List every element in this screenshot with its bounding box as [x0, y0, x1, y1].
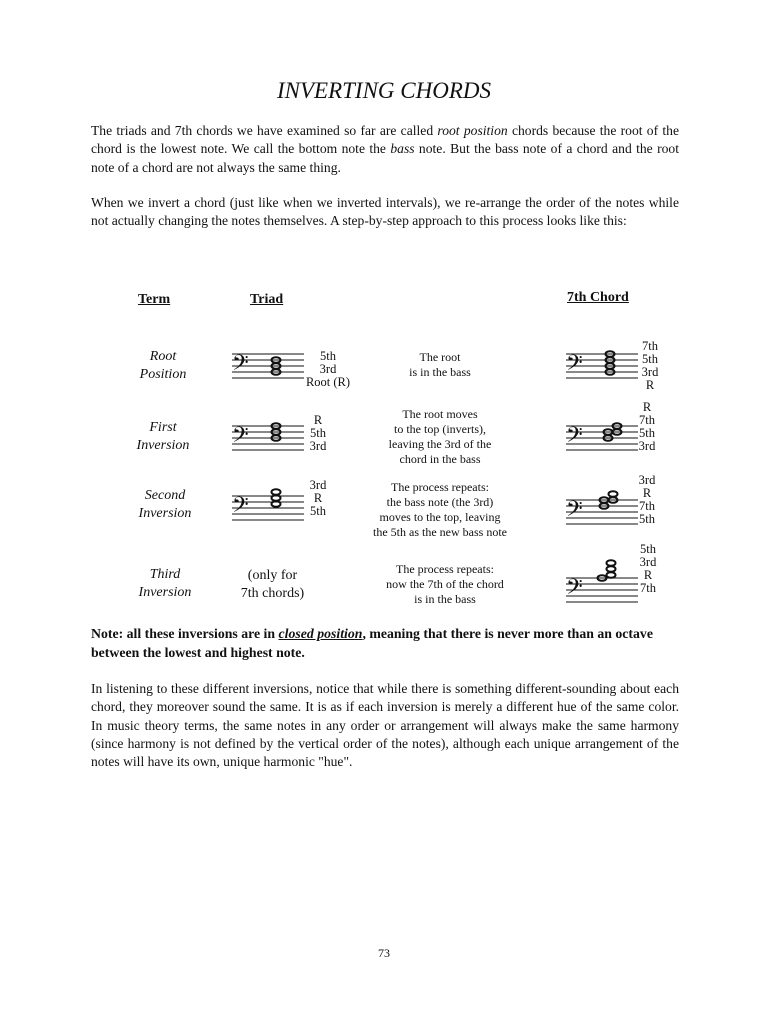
label: 7th — [639, 499, 655, 513]
intro-emphasis-bass: bass — [390, 141, 415, 157]
label: 7th — [640, 581, 656, 595]
page-title: INVERTING CHORDS — [276, 78, 492, 103]
term-line-1: Root — [149, 349, 177, 364]
desc-line: the 5th as the new bass note — [373, 525, 507, 539]
bass-clef-icon: 𝄢 — [566, 423, 583, 453]
note-line: 7th chords) — [240, 586, 305, 601]
term-third-inversion — [120, 566, 210, 602]
bass-clef-icon: 𝄢 — [566, 497, 583, 527]
desc-line: moves to the top, leaving — [379, 510, 501, 524]
note-term-closed-position: closed position — [278, 626, 363, 641]
desc-second-inversion — [365, 480, 515, 540]
note-text-b: , meaning that there is never more than an octave between the lowest and highest note. — [91, 626, 653, 660]
label: 3rd — [641, 365, 659, 379]
intro-text-c: note. But the bass note of a chord and the root note of a chord are not always the same thing. — [91, 141, 679, 175]
term-line-2: Inversion — [136, 438, 190, 453]
desc-first-inversion — [365, 407, 515, 467]
label: 5th — [639, 512, 655, 526]
seventh-labels-second — [636, 474, 658, 526]
label: 3rd — [319, 362, 337, 376]
desc-line: is in the bass — [409, 365, 471, 379]
desc-line: The root — [419, 350, 461, 364]
label: Root (R) — [305, 375, 351, 389]
header-term: Term — [138, 292, 171, 307]
term-line-2: Inversion — [138, 585, 192, 600]
triad-labels-first — [305, 414, 331, 453]
label: R — [642, 486, 652, 500]
label: 5th — [642, 352, 658, 366]
label: 5th — [310, 426, 326, 440]
intro-paragraph-1 — [91, 122, 679, 177]
closed-position-note — [91, 624, 681, 662]
seventh-staff-third — [566, 574, 638, 608]
label: 7th — [639, 413, 655, 427]
term-line-2: Position — [139, 367, 187, 382]
page-number: 73 — [378, 946, 390, 960]
triad-labels-root — [304, 350, 352, 389]
label: 3rd — [639, 555, 657, 569]
intro-paragraph-2: When we invert a chord (just like when we inverted intervals), we re-arrange the order of the notes while not actually changing the notes themselves. A step-by-step approach to this process looks like this: — [91, 195, 679, 229]
label: 5th — [310, 504, 326, 518]
term-second-inversion — [120, 487, 210, 523]
term-line-1: Third — [149, 567, 181, 582]
seventh-labels-root — [636, 340, 664, 392]
triad-staff-first — [232, 424, 304, 458]
triad-staff-second — [232, 492, 304, 526]
desc-line: to the top (inverts), — [394, 422, 486, 436]
label: 3rd — [638, 473, 656, 487]
desc-line: the bass note (the 3rd) — [386, 495, 494, 509]
intro-text-b: chords because the root of the chord is the lowest note. We call the bottom note the — [91, 123, 679, 157]
triad-labels-second — [305, 479, 331, 518]
note-line: (only for — [247, 568, 298, 583]
label: R — [645, 378, 655, 392]
desc-line: The process repeats: — [396, 562, 494, 576]
desc-root-position — [365, 350, 515, 380]
triad-third-inversion-note — [225, 567, 320, 603]
bass-clef-icon: 𝄢 — [566, 351, 583, 381]
label: 3rd — [309, 439, 327, 453]
label: 3rd — [309, 478, 327, 492]
desc-line: The root moves — [402, 407, 478, 421]
label: R — [313, 413, 323, 427]
term-line-1: Second — [144, 488, 186, 503]
term-line-1: First — [149, 420, 177, 435]
seventh-staff-first — [566, 422, 638, 456]
bass-clef-icon: 𝄢 — [232, 423, 249, 453]
seventh-labels-first — [636, 401, 658, 453]
label: 5th — [639, 426, 655, 440]
desc-line: leaving the 3rd of the — [388, 437, 492, 451]
term-line-2: Inversion — [138, 506, 192, 521]
triad-staff-root — [232, 352, 304, 388]
intro-text-a: The triads and 7th chords we have examined so far are called — [91, 123, 438, 138]
term-root-position — [118, 348, 208, 384]
term-first-inversion — [118, 419, 208, 455]
header-triad: Triad — [250, 292, 284, 307]
bass-clef-icon: 𝄢 — [232, 351, 249, 381]
label: R — [642, 400, 652, 414]
seventh-staff-root — [566, 350, 638, 386]
intro-emphasis-root-position: root position — [437, 123, 508, 138]
label: 5th — [320, 349, 336, 363]
desc-line: chord in the bass — [399, 452, 481, 466]
desc-third-inversion — [370, 562, 520, 607]
desc-line: now the 7th of the chord — [386, 577, 504, 591]
label: 5th — [640, 542, 656, 556]
seventh-staff-second — [566, 496, 638, 530]
bass-clef-icon: 𝄢 — [566, 575, 583, 605]
label: R — [643, 568, 653, 582]
bass-clef-icon: 𝄢 — [232, 493, 249, 523]
label: R — [313, 491, 323, 505]
desc-line: is in the bass — [414, 592, 476, 606]
header-seventh-chord: 7th Chord — [567, 290, 629, 305]
label: 7th — [642, 339, 658, 353]
desc-line: The process repeats: — [391, 480, 489, 494]
seventh-labels-third — [636, 543, 660, 595]
label: 3rd — [638, 439, 656, 453]
closing-paragraph: In listening to these different inversions, notice that while there is something different-sounding about each chord, they moreover sound the same. It is as if each inversion is merely a different hue of the same color. In music theory terms, the same notes in any order or arrangement will always make the same harmony (since harmony is not defined by the vertical order of the notes), although each unique arrangement of the notes will have its own, unique harmonic "hue". — [91, 681, 679, 770]
note-text-a: Note: all these inversions are in — [91, 626, 279, 641]
